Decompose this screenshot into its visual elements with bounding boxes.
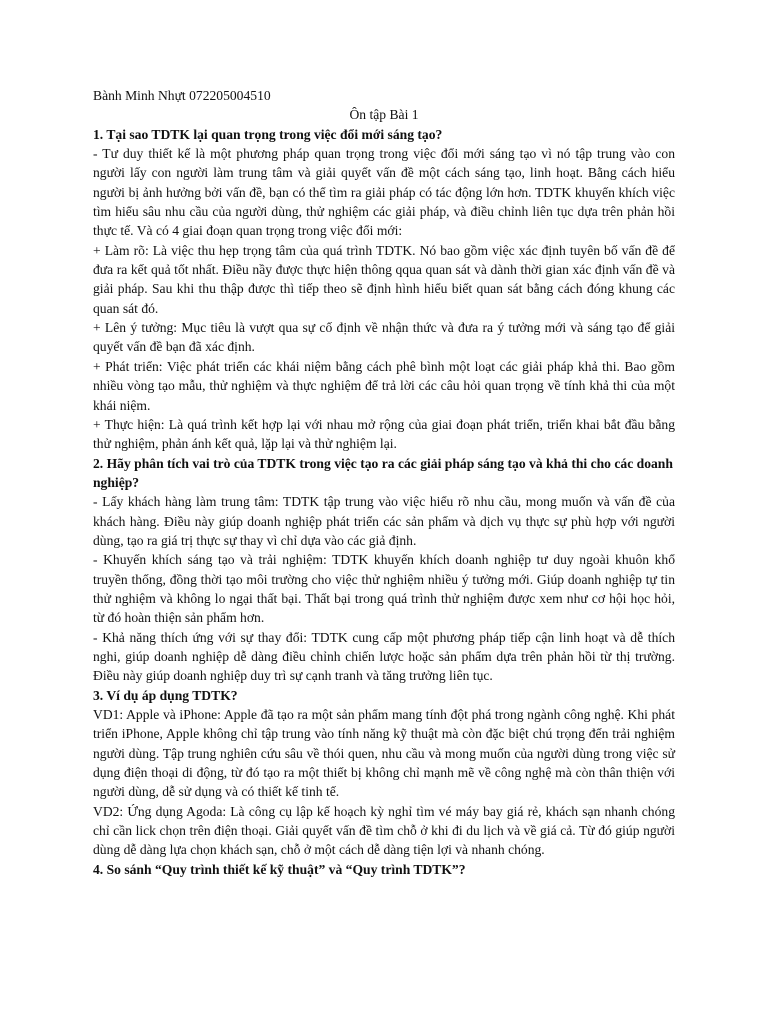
section-1-paragraph: + Làm rõ: Là việc thu hẹp trọng tâm của quá trình TDTK. Nó bao gồm việc xác định tuyên bố vấn đề để đưa ra kết quả tốt nhất. Điều nầy được thực hiện thông qqua quan sát và dành thời gian xác định vấn đề và giải pháp. Sau khi thu thập được thì tiếp theo sẽ định hình hiểu biết quan sát bằng cách đóng khung các quan sát đó. (93, 242, 675, 316)
section-1-heading: 1. Tại sao TDTK lại quan trọng trong việc đổi mới sáng tạo? (93, 126, 443, 142)
section-3-heading: 3. Ví dụ áp dụng TDTK? (93, 687, 238, 703)
document-page (93, 86, 675, 879)
section-1-paragraph: - Tư duy thiết kế là một phương pháp quan trọng trong việc đổi mới sáng tạo vì nó tập trung vào con người lấy con người làm trung tâm và giải quyết vấn đề một cách sáng tạo, linh hoạt. Bằng cách hiểu người bị ảnh hưởng bởi vấn đề, bạn có thể tìm ra giải pháp có tác động lớn hơn. TDTK khuyến khích việc tìm hiểu sâu nhu cầu của người dùng, thử nghiệm các giải pháp, và điều chỉnh liên tục dựa trên phản hồi thực tế. Và có 4 giai đoạn quan trọng trong việc đổi mới: (93, 146, 675, 239)
section-4-heading: 4. So sánh “Quy trình thiết kế kỹ thuật” và “Quy trình TDTK”? (93, 861, 466, 877)
author-line: Bành Minh Nhựt 072205004510 (93, 88, 271, 103)
section-1-paragraph: + Lên ý tưởng: Mục tiêu là vượt qua sự cố định về nhận thức và đưa ra ý tưởng mới và sáng tạo để giải quyết vấn đề bạn đã xác định. (93, 320, 675, 355)
section-1-paragraph: + Phát triển: Việc phát triển các khái niệm bằng cách phê bình một loạt các giải pháp khả thi. Bao gồm nhiều vòng tạo mẫu, thử nghiệm và thực nghiệm để trả lời các câu hỏi quan trọng về tính khả thi của một khái niệm. (93, 358, 675, 413)
section-2-paragraph: - Khuyến khích sáng tạo và trải nghiệm: TDTK khuyến khích doanh nghiệp tư duy ngoài khuôn khổ truyền thống, đồng thời tạo môi trường cho việc thử nghiệm nhiều ý tưởng mới. Giúp doanh nghiệp tự tin thử nghiệm và không lo ngại thất bại. Thất bại trong quá trình thử nghiệm được xem như cơ hội học hỏi, từ đó hoàn thiện sản phẩm hơn. (93, 552, 675, 626)
section-3-paragraph: VD1: Apple và iPhone: Apple đã tạo ra một sản phẩm mang tính đột phá trong ngành công nghệ. Khi phát triển iPhone, Apple không chỉ tập trung vào tính năng kỹ thuật mà còn đặc biệt chú trọng đến trải nghiệm người dùng. Tập trung nghiên cứu sâu về thói quen, nhu cầu và mong muốn của người dùng trong việc sử dụng điện thoại di động, từ đó tạo ra một thiết bị không chỉ mạnh mẽ về công nghệ mà còn thân thiện với người dùng, dễ sử dụng và có thiết kế tinh tế. (93, 707, 675, 800)
document-title: Ôn tập Bài 1 (349, 107, 419, 123)
section-2-paragraph: - Lấy khách hàng làm trung tâm: TDTK tập trung vào việc hiểu rõ nhu cầu, mong muốn và vấn đề của khách hàng. Điều này giúp doanh nghiệp phát triển các sản phẩm và dịch vụ thực sự phù hợp với người dùng, tạo ra giá trị thực sự thay vì chỉ dựa vào các giả định. (93, 494, 675, 548)
section-2-paragraph: - Khả năng thích ứng với sự thay đổi: TDTK cung cấp một phương pháp tiếp cận linh hoạt và dễ thích nghi, giúp doanh nghiệp dễ dàng điều chỉnh chiến lược hoặc sản phẩm dựa trên phản hồi từ thị trường. Điều này giúp doanh nghiệp duy trì sự cạnh tranh và tăng trưởng liên tục. (93, 629, 675, 684)
section-1-paragraph: + Thực hiện: Là quá trình kết hợp lại với nhau mở rộng của giai đoạn phát triển, triển khai bắt đầu bằng thử nghiệm, phản ánh kết quả, lặp lại và thử nghiệm lại. (93, 416, 675, 452)
section-3-paragraph: VD2: Ứng dụng Agoda: Là công cụ lập kế hoạch kỳ nghỉ tìm vé máy bay giá rẻ, khách sạn nhanh chóng chỉ cần lick chọn trên điện thoại. Giải quyết vấn đề tìm chỗ ở khi đi du lịch và về giá cả. Từ đó giúp người dùng dễ dàng lựa chọn khách sạn, chỗ ở một cách dễ dàng tiện lợi và nhanh chóng. (93, 803, 675, 858)
section-2-heading: 2. Hãy phân tích vai trò của TDTK trong việc tạo ra các giải pháp sáng tạo và khả thi cho các doanh nghiệp? (93, 455, 673, 490)
